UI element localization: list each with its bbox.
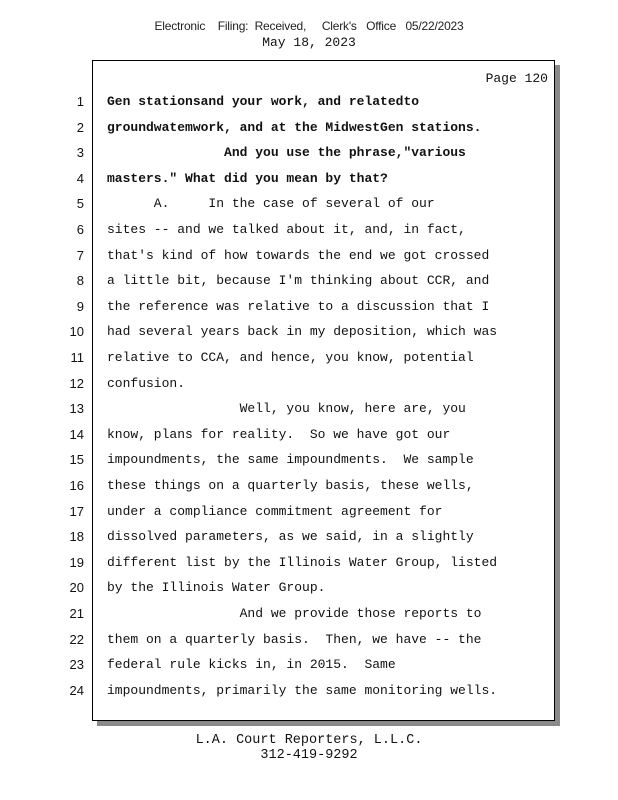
transcript-line: And you use the phrase,"various: [107, 145, 466, 161]
line-number: 12: [69, 375, 84, 391]
line-number: 23: [69, 657, 84, 673]
line-number: 2: [76, 119, 84, 135]
reporter-phone: 312-419-9292: [260, 748, 358, 763]
transcript-line: groundwatemwork, and at the MidwestGen stations.: [107, 119, 482, 135]
transcript-line: federal rule kicks in, in 2015. Same: [107, 657, 396, 673]
line-number: 5: [76, 196, 84, 212]
transcript-line: under a compliance commitment agreement for: [107, 503, 443, 519]
transcript-line: Gen stationsand your work, and relatedto: [107, 94, 420, 109]
transcript-line: know, plans for reality. So we have got our: [107, 426, 451, 442]
transcript-line: them on a quarterly basis. Then, we have -- the: [107, 631, 482, 647]
transcript-line: these things on a quarterly basis, these wells,: [107, 478, 474, 493]
line-number: 7: [76, 247, 84, 263]
transcript-line: by the Illinois Water Group.: [107, 580, 326, 596]
transcript-line: confusion.: [107, 375, 186, 391]
line-number: 13: [69, 401, 84, 417]
line-number: 11: [70, 350, 84, 365]
transcript-line: different list by the Illinois Water Group, listed: [107, 554, 498, 570]
line-number: 24: [69, 682, 84, 698]
line-number: 14: [69, 426, 84, 442]
line-number: 10: [69, 324, 84, 340]
reporter-company: L.A. Court Reporters, L.L.C.: [195, 733, 423, 748]
page-number: Page 120: [485, 71, 548, 86]
transcript-line: had several years back in my deposition, which was: [107, 324, 498, 340]
transcript-line: a little bit, because I'm thinking about CCR, and: [107, 273, 490, 289]
transcript-line: impoundments, primarily the same monitoring wells.: [107, 682, 498, 698]
line-number: 16: [69, 478, 84, 493]
transcript-line: impoundments, the same impoundments. We sample: [107, 452, 474, 468]
line-number: 22: [69, 631, 84, 647]
line-number: 20: [69, 580, 84, 596]
line-number: 4: [76, 170, 84, 186]
line-number: 18: [69, 529, 84, 545]
line-number: 9: [76, 298, 84, 314]
line-number: 21: [69, 606, 84, 621]
line-number: 8: [76, 273, 84, 289]
transcript-line: that's kind of how towards the end we got crossed: [107, 247, 490, 263]
transcript-line: relative to CCA, and hence, you know, potential: [107, 350, 474, 365]
filing-stamp: Electronic Filing: Received, Clerk's Office 05/22/2023: [154, 19, 464, 33]
transcript-line: Well, you know, here are, you: [107, 401, 466, 417]
transcript-line: A. In the case of several of our: [107, 196, 435, 212]
transcript-date: May 18, 2023: [262, 35, 356, 50]
line-number: 19: [69, 554, 84, 570]
line-number: 15: [69, 452, 84, 468]
transcript-line: the reference was relative to a discussion that I: [107, 298, 490, 314]
line-number: 3: [76, 145, 84, 161]
line-number: 6: [76, 222, 84, 237]
transcript-line: And we provide those reports to: [107, 606, 482, 621]
line-number: 1: [76, 94, 84, 109]
line-number: 17: [69, 503, 84, 519]
transcript-line: dissolved parameters, as we said, in a slightly: [107, 529, 474, 545]
transcript-line: sites -- and we talked about it, and, in fact,: [107, 222, 466, 237]
transcript-line: masters." What did you mean by that?: [107, 170, 388, 186]
